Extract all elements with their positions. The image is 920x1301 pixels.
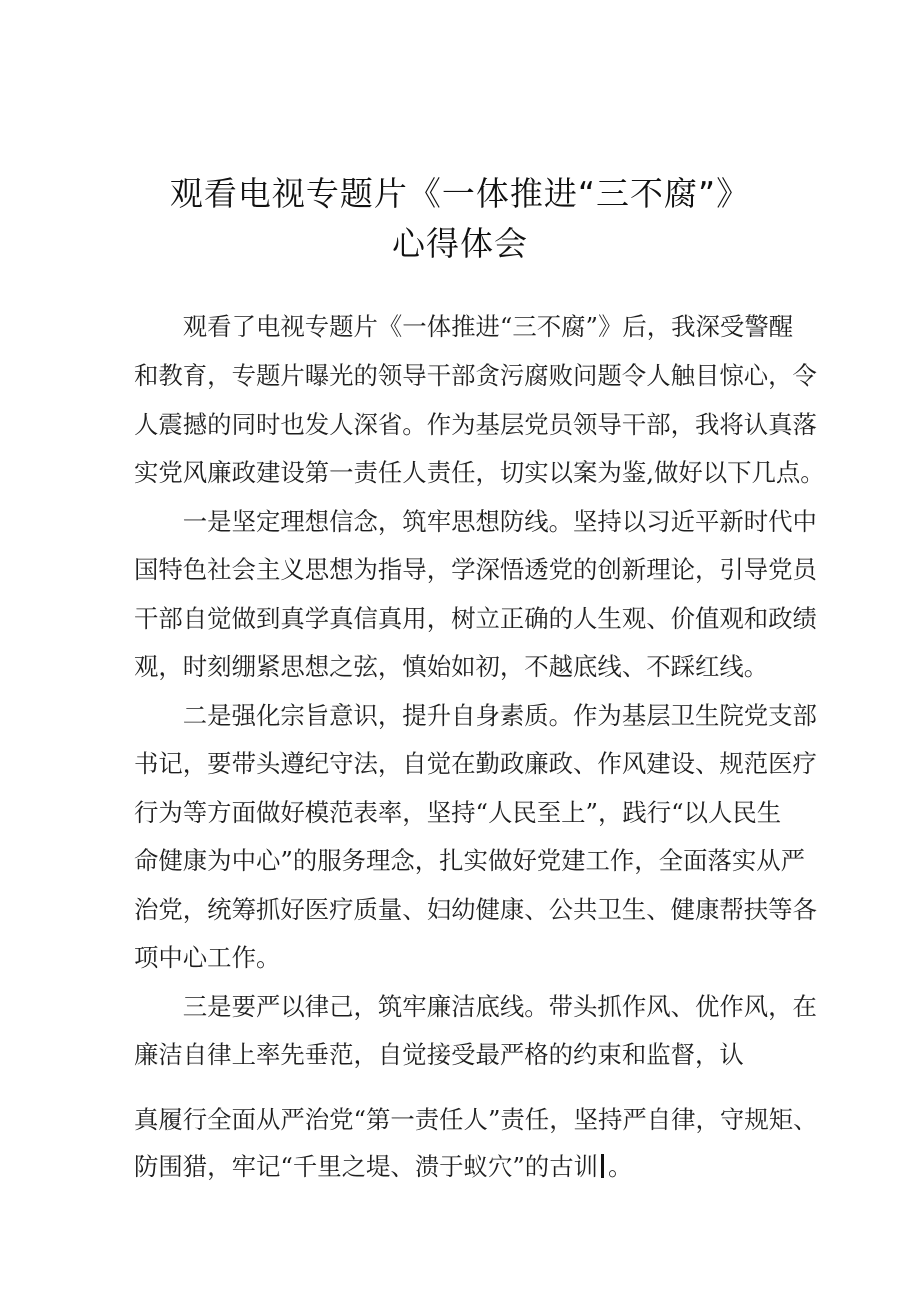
text-cursor-mark: [601, 1154, 604, 1178]
body-line: 观看了电视专题片《一体推进“三不腐”》后，我深受警醒: [134, 312, 794, 341]
document-title-line-2: 心得体会: [392, 224, 528, 263]
body-line: 命健康为中心”的服务理念，扎实做好党建工作，全面落实从严: [134, 846, 806, 875]
body-line: 项中心工作。: [134, 943, 281, 972]
body-line-last-end: 。: [607, 1152, 633, 1181]
body-line: 一是坚定理想信念，筑牢思想防线。坚持以习近平新时代中: [134, 507, 817, 536]
body-line: 观，时刻绷紧思想之弦，慎始如初，不越底线、不踩红线。: [134, 652, 769, 681]
body-line: 廉洁自律上率先垂范，自觉接受最严格的约束和监督，认: [134, 1040, 744, 1069]
body-line: 实党风廉政建设第一责任人责任，切实以案为鉴,做好以下几点。: [134, 458, 825, 487]
body-line-last-text: 防围猎，牢记“千里之堤、溃于蚁穴”的古训: [134, 1152, 598, 1181]
body-line: 国特色社会主义思想为指导，学深悟透党的创新理论，引导党员: [134, 555, 817, 584]
body-line-last: [134, 1152, 814, 1182]
document-title-line-1: 观看电视专题片《一体推进“三不腐”》: [169, 174, 751, 213]
body-line: 人震撼的同时也发人深省。作为基层党员领导干部，我将认真落: [134, 410, 817, 439]
body-line: 治党，统筹抓好医疗质量、妇幼健康、公共卫生、健康帮扶等各: [134, 895, 817, 924]
body-line: 干部自觉做到真学真信真用，树立正确的人生观、价值观和政绩: [134, 604, 817, 633]
body-line: 二是强化宗旨意识，提升自身素质。作为基层卫生院党支部: [134, 701, 817, 730]
body-line: 和教育，专题片曝光的领导干部贪污腐败问题令人触目惊心，令: [134, 361, 817, 390]
body-line: 真履行全面从严治党“第一责任人”责任，坚持严自律，守规矩、: [134, 1105, 818, 1134]
body-line: 三是要严以律己，筑牢廉洁底线。带头抓作风、优作风，在: [134, 992, 817, 1021]
body-line: 书记，要带头遵纪守法，自觉在勤政廉政、作风建设、规范医疗: [134, 749, 817, 778]
body-line: 行为等方面做好模范表率，坚持“人民至上”，践行“以人民生: [134, 798, 782, 827]
